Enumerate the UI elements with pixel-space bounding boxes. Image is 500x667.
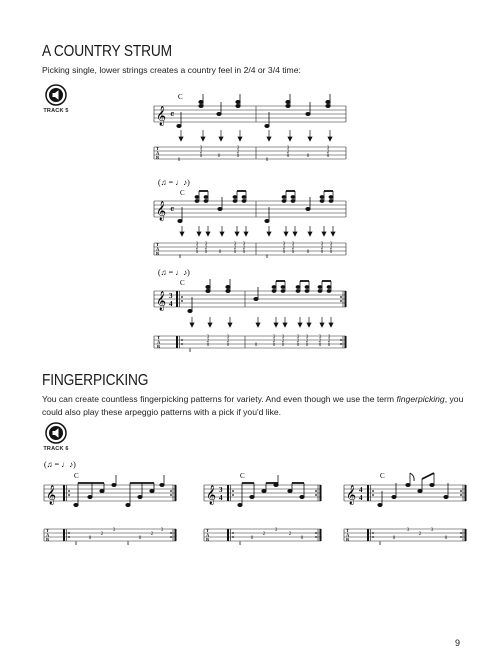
svg-text:3: 3 xyxy=(282,242,286,247)
svg-text:0: 0 xyxy=(188,349,192,354)
svg-text:2: 2 xyxy=(242,246,246,251)
svg-text:3: 3 xyxy=(112,528,116,533)
svg-text:2: 2 xyxy=(418,532,422,537)
tab-label-t: T xyxy=(156,242,160,247)
chord-symbol: C xyxy=(178,93,183,101)
fingerpicking-pattern-1 xyxy=(40,455,180,555)
svg-text:0: 0 xyxy=(392,536,396,541)
svg-text:2: 2 xyxy=(226,339,230,344)
svg-text:0: 0 xyxy=(126,542,130,547)
audio-track-icon[interactable] xyxy=(45,84,67,106)
svg-text:2: 2 xyxy=(195,246,199,251)
tab-label-t: T xyxy=(346,528,350,533)
tab-label-b: B xyxy=(206,537,210,542)
svg-text:0: 0 xyxy=(206,343,210,348)
track-6-label: TRACK 6 xyxy=(43,446,69,452)
svg-text:0: 0 xyxy=(265,158,269,163)
svg-text:3: 3 xyxy=(199,146,203,151)
audio-track-icon[interactable] xyxy=(45,422,67,444)
tab-label-a: A xyxy=(346,532,350,538)
tab-label-a: A xyxy=(156,150,160,156)
page-number: 9 xyxy=(455,638,461,648)
svg-text:0: 0 xyxy=(291,250,295,255)
svg-text:4: 4 xyxy=(219,494,223,502)
treble-clef-icon: 𝄞 xyxy=(156,201,167,220)
svg-text:0: 0 xyxy=(272,343,276,348)
svg-text:0: 0 xyxy=(236,154,240,159)
tab-label-a: A xyxy=(206,532,210,538)
svg-text:0: 0 xyxy=(265,255,269,260)
track-5-badge[interactable] xyxy=(34,84,78,114)
svg-text:3: 3 xyxy=(195,242,199,247)
svg-text:0: 0 xyxy=(250,536,254,541)
svg-text:3: 3 xyxy=(329,242,333,247)
svg-text:3: 3 xyxy=(291,242,295,247)
svg-text:4: 4 xyxy=(359,486,363,494)
svg-text:𝄴: 𝄴 xyxy=(170,110,175,121)
svg-text:4: 4 xyxy=(169,300,173,308)
fingerpicking-intro-a: You can create countless fingerpicking patterns for variety. And even though we use the term xyxy=(42,394,397,404)
svg-text:3: 3 xyxy=(160,528,164,533)
tab-label-t: T xyxy=(206,528,210,533)
country-strum-system-1 xyxy=(150,90,350,170)
swing-marking: (♫ = ♩♪) xyxy=(44,460,76,469)
country-strum-system-2 xyxy=(150,175,350,260)
svg-text:2: 2 xyxy=(272,339,276,344)
chord-symbol: C xyxy=(240,472,245,480)
svg-text:0: 0 xyxy=(286,154,290,159)
svg-text:0: 0 xyxy=(242,250,246,255)
svg-text:2: 2 xyxy=(100,532,104,537)
tab-label-a: A xyxy=(157,339,161,345)
tab-label-t: T xyxy=(46,528,50,533)
svg-text:3: 3 xyxy=(219,486,223,494)
svg-text:2: 2 xyxy=(282,246,286,251)
svg-text:0: 0 xyxy=(318,343,322,348)
svg-text:2: 2 xyxy=(327,339,331,344)
svg-text:3: 3 xyxy=(204,242,208,247)
fingerpicking-pattern-2 xyxy=(200,455,325,555)
svg-text:0: 0 xyxy=(204,250,208,255)
chord-symbol: C xyxy=(180,189,185,197)
svg-text:3: 3 xyxy=(206,335,210,340)
svg-text:3: 3 xyxy=(305,335,309,340)
svg-text:0: 0 xyxy=(238,542,242,547)
tab-label-b: B xyxy=(157,344,161,349)
chord-symbol: C xyxy=(74,472,79,480)
svg-text:3: 3 xyxy=(430,528,434,533)
svg-text:0: 0 xyxy=(199,154,203,159)
svg-text:0: 0 xyxy=(320,250,324,255)
svg-text:2: 2 xyxy=(326,150,330,155)
svg-text:0: 0 xyxy=(329,250,333,255)
svg-text:0: 0 xyxy=(178,255,182,260)
svg-text:3: 3 xyxy=(320,242,324,247)
svg-text:2: 2 xyxy=(305,339,309,344)
svg-text:0: 0 xyxy=(138,536,142,541)
fingerpicking-intro-b: , you could also play these arpeggio patterns with a pick if you'd like. xyxy=(42,394,464,417)
svg-text:2: 2 xyxy=(296,339,300,344)
svg-text:3: 3 xyxy=(272,335,276,340)
svg-text:2: 2 xyxy=(329,246,333,251)
svg-text:3: 3 xyxy=(281,335,285,340)
treble-clef-icon: 𝄞 xyxy=(346,485,357,504)
svg-text:3: 3 xyxy=(286,146,290,151)
svg-text:0: 0 xyxy=(74,542,78,547)
svg-text:3: 3 xyxy=(326,146,330,151)
tab-label-t: T xyxy=(156,146,160,151)
svg-text:3: 3 xyxy=(169,292,173,300)
svg-text:2: 2 xyxy=(291,246,295,251)
svg-text:𝄴: 𝄴 xyxy=(170,205,175,216)
country-strum-intro: Picking single, lower strings creates a country feel in 2/4 or 3/4 time: xyxy=(42,65,301,75)
section-title-fingerpicking: FINGERPICKING xyxy=(42,372,149,389)
tab-label-t: T xyxy=(157,335,161,340)
tab-label-b: B xyxy=(346,537,350,542)
svg-text:0: 0 xyxy=(300,536,304,541)
svg-text:0: 0 xyxy=(296,343,300,348)
treble-clef-icon: 𝄞 xyxy=(156,291,167,310)
svg-text:3: 3 xyxy=(242,242,246,247)
svg-text:3: 3 xyxy=(406,528,410,533)
svg-text:2: 2 xyxy=(150,532,154,537)
svg-text:0: 0 xyxy=(306,154,310,159)
fingerpicking-intro xyxy=(42,393,467,418)
tab-label-b: B xyxy=(46,537,50,542)
svg-text:0: 0 xyxy=(305,343,309,348)
svg-text:0: 0 xyxy=(444,536,448,541)
tab-label-b: B xyxy=(156,155,160,160)
swing-marking: (♫ = ♩♪) xyxy=(158,268,190,277)
treble-clef-icon: 𝄞 xyxy=(46,485,57,504)
svg-text:0: 0 xyxy=(218,250,222,255)
svg-text:0: 0 xyxy=(226,343,230,348)
svg-text:0: 0 xyxy=(88,536,92,541)
svg-text:3: 3 xyxy=(274,528,278,533)
swing-marking: (♫ = ♩♪) xyxy=(158,178,190,187)
track-5-label: TRACK 5 xyxy=(43,108,69,114)
svg-text:2: 2 xyxy=(281,339,285,344)
svg-text:2: 2 xyxy=(286,150,290,155)
tab-label-a: A xyxy=(156,246,160,252)
svg-text:3: 3 xyxy=(233,242,237,247)
svg-text:0: 0 xyxy=(217,154,221,159)
treble-clef-icon: 𝄞 xyxy=(156,106,167,125)
svg-text:2: 2 xyxy=(199,150,203,155)
svg-text:3: 3 xyxy=(296,335,300,340)
svg-text:0: 0 xyxy=(177,158,181,163)
track-6-badge[interactable] xyxy=(34,422,78,452)
fingerpicking-pattern-3 xyxy=(340,455,470,555)
svg-text:4: 4 xyxy=(359,494,363,502)
svg-text:3: 3 xyxy=(236,146,240,151)
svg-text:2: 2 xyxy=(262,532,266,537)
treble-clef-icon: 𝄞 xyxy=(206,485,217,504)
svg-text:0: 0 xyxy=(195,250,199,255)
svg-text:0: 0 xyxy=(233,250,237,255)
svg-text:3: 3 xyxy=(318,335,322,340)
svg-text:0: 0 xyxy=(326,154,330,159)
svg-text:3: 3 xyxy=(327,335,331,340)
svg-text:0: 0 xyxy=(254,343,258,348)
fingerpicking-intro-emphasis: fingerpicking xyxy=(396,394,445,404)
svg-text:2: 2 xyxy=(320,246,324,251)
country-strum-system-3 xyxy=(150,265,350,355)
section-title-country-strum: A COUNTRY STRUM xyxy=(42,43,172,60)
svg-text:0: 0 xyxy=(378,542,382,547)
tab-label-a: A xyxy=(46,532,50,538)
svg-text:2: 2 xyxy=(204,246,208,251)
chord-symbol: C xyxy=(180,279,185,287)
svg-text:2: 2 xyxy=(236,150,240,155)
svg-text:0: 0 xyxy=(306,250,310,255)
svg-text:0: 0 xyxy=(281,343,285,348)
svg-text:2: 2 xyxy=(288,532,292,537)
svg-text:0: 0 xyxy=(282,250,286,255)
svg-text:2: 2 xyxy=(233,246,237,251)
tab-label-b: B xyxy=(156,251,160,256)
chord-symbol: C xyxy=(380,472,385,480)
svg-text:2: 2 xyxy=(206,339,210,344)
svg-text:0: 0 xyxy=(327,343,331,348)
svg-text:3: 3 xyxy=(226,335,230,340)
svg-text:2: 2 xyxy=(318,339,322,344)
